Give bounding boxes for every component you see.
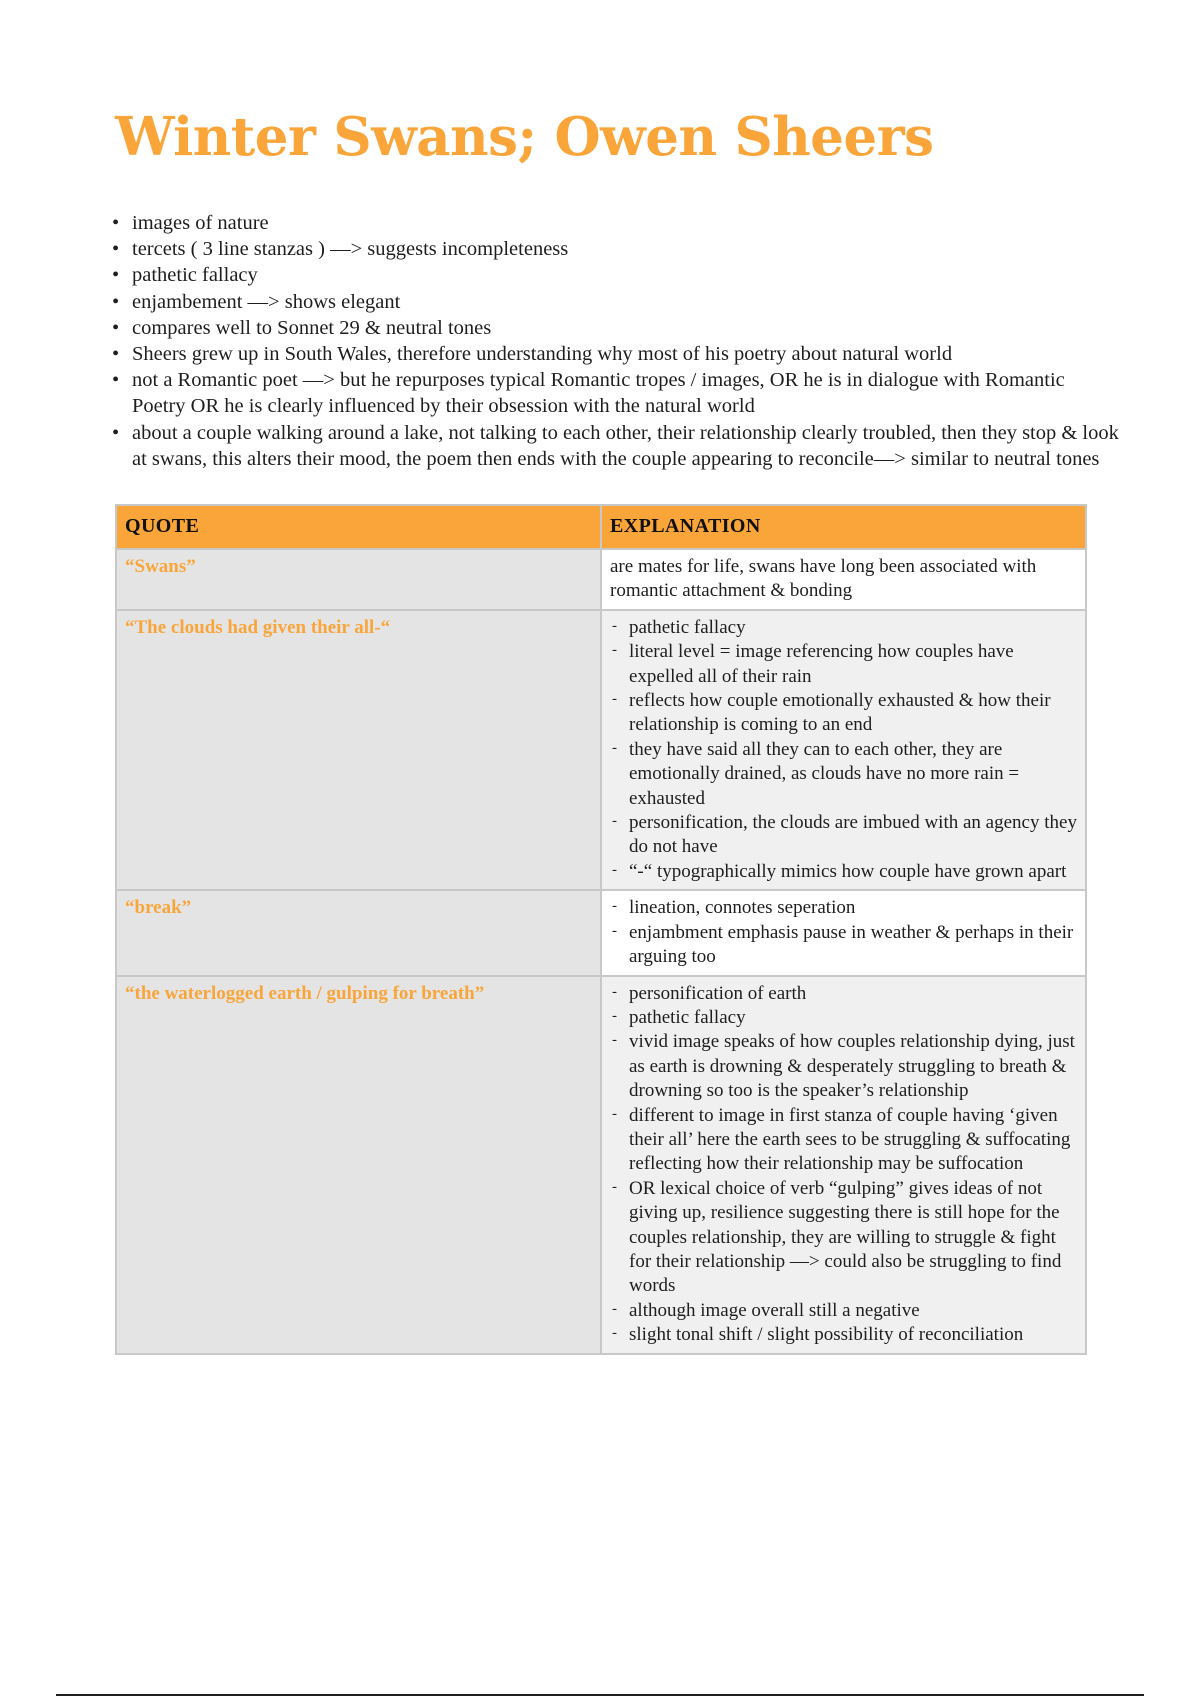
quote-cell: “break” xyxy=(116,890,601,975)
list-item: • tercets ( 3 line stanzas ) —> suggests incompleteness xyxy=(132,236,1122,262)
overview-bullet-list xyxy=(108,210,1122,472)
explanation-list xyxy=(610,896,1077,969)
quote-cell: “Swans” xyxy=(116,549,601,610)
table-row xyxy=(116,610,1086,890)
list-item: • Sheers grew up in South Wales, therefore understanding why most of his poetry about natural world xyxy=(132,341,1122,367)
list-item: - pathetic fallacy xyxy=(629,616,1077,640)
list-item: - vivid image speaks of how couples relationship dying, just as earth is drowning & desperately struggling to breath & drowning so too is the speaker’s relationship xyxy=(629,1030,1077,1103)
list-item: • about a couple walking around a lake, not talking to each other, their relationship clearly troubled, then they stop & look at swans, this alters their mood, the poem then ends with the couple appearing to reconcile—> similar to neutral tones xyxy=(132,420,1122,472)
quote-analysis-table xyxy=(115,504,1087,1355)
list-item: - literal level = image referencing how couples have expelled all of their rain xyxy=(629,640,1077,689)
list-item: - they have said all they can to each other, they are emotionally drained, as clouds have no more rain = exhausted xyxy=(629,738,1077,811)
table-row xyxy=(116,976,1086,1354)
list-item: - enjambment emphasis pause in weather & perhaps in their arguing too xyxy=(629,921,1077,970)
explanation-cell xyxy=(601,890,1086,975)
list-item: - OR lexical choice of verb “gulping” gives ideas of not giving up, resilience suggesting there is still hope for the couples relationship, they are willing to struggle & fight for their relationship —> could also be struggling to find words xyxy=(629,1177,1077,1299)
explanation-list xyxy=(610,616,1077,884)
list-item: - slight tonal shift / slight possibility of reconciliation xyxy=(629,1323,1077,1347)
table-row xyxy=(116,549,1086,610)
list-item: - “-“ typographically mimics how couple have grown apart xyxy=(629,860,1077,884)
list-item: • compares well to Sonnet 29 & neutral tones xyxy=(132,315,1122,341)
explanation-cell xyxy=(601,610,1086,890)
table-header-row xyxy=(116,505,1086,549)
page-title: Winter Swans; Owen Sheers xyxy=(115,106,934,168)
list-item: - personification of earth xyxy=(629,982,1077,1006)
quote-cell: “The clouds had given their all-“ xyxy=(116,610,601,890)
page-bottom-divider xyxy=(56,1694,1144,1696)
list-item: • not a Romantic poet —> but he repurposes typical Romantic tropes / images, OR he is in dialogue with Romantic Poetry OR he is clearly influenced by their obsession with the natural world xyxy=(132,367,1122,419)
list-item: • enjambement —> shows elegant xyxy=(132,289,1122,315)
quote-column-header: QUOTE xyxy=(116,505,601,549)
list-item: - lineation, connotes seperation xyxy=(629,896,1077,920)
list-item: - pathetic fallacy xyxy=(629,1006,1077,1030)
list-item: - personification, the clouds are imbued with an agency they do not have xyxy=(629,811,1077,860)
list-item: - different to image in first stanza of couple having ‘given their all’ here the earth sees to be struggling & suffocating reflecting how their relationship may be suffocation xyxy=(629,1104,1077,1177)
list-item: - reflects how couple emotionally exhausted & how their relationship is coming to an end xyxy=(629,689,1077,738)
table-row xyxy=(116,890,1086,975)
list-item: • pathetic fallacy xyxy=(132,262,1122,288)
list-item: - although image overall still a negative xyxy=(629,1299,1077,1323)
explanation-cell xyxy=(601,976,1086,1354)
quote-cell: “the waterlogged earth / gulping for breath” xyxy=(116,976,601,1354)
list-item: • images of nature xyxy=(132,210,1122,236)
explanation-list xyxy=(610,982,1077,1348)
explanation-column-header: EXPLANATION xyxy=(601,505,1086,549)
explanation-cell: are mates for life, swans have long been associated with romantic attachment & bonding xyxy=(601,549,1086,610)
